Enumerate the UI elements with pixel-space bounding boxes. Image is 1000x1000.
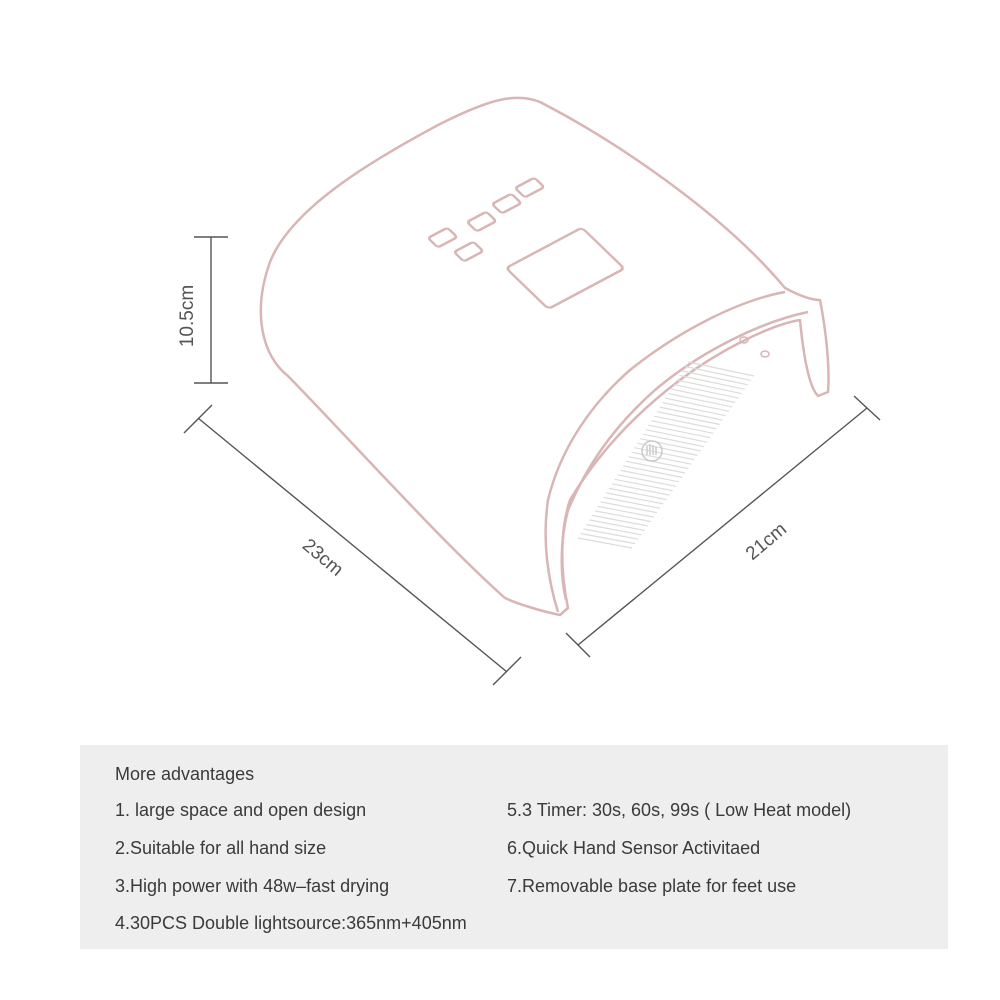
advantage-item: 2.Suitable for all hand size [115, 838, 327, 858]
base-ridge [587, 525, 642, 535]
depth-tick-end [854, 396, 880, 420]
base-ridge [612, 484, 670, 495]
advantage-item: 7.Removable base plate for feet use [507, 876, 797, 896]
base-ridge [606, 493, 663, 504]
advantage-item: 4.30PCS Double lightsource:365nm+405nm [115, 913, 467, 933]
base-ridge [609, 488, 666, 499]
base-ridge [634, 448, 694, 460]
base-ridge [623, 466, 682, 478]
base-ridge [654, 416, 716, 429]
width-tick-start [184, 405, 212, 433]
base-ridge [578, 538, 632, 548]
base-ridge [626, 461, 685, 473]
depth-label: 21cm [741, 518, 792, 565]
advantages-panel [80, 745, 948, 949]
width-tick-end [493, 657, 521, 685]
base-ridge [615, 479, 673, 490]
base-ridge [640, 439, 701, 451]
base-ridge [646, 430, 707, 443]
base-ridge [589, 520, 644, 531]
base-ridge [637, 443, 698, 455]
lamp-outline [261, 98, 829, 615]
base-ridge [595, 511, 651, 522]
advantages-title: More advantages [115, 764, 255, 784]
advantage-item: 3.High power with 48w–fast drying [115, 876, 390, 896]
led-dot [761, 351, 769, 357]
depth-tick-start [566, 633, 590, 657]
base-ridge [649, 425, 711, 438]
base-ridge [620, 470, 679, 482]
base-ridge [581, 534, 635, 544]
base-ridge [584, 529, 639, 539]
base-ridge [592, 515, 648, 526]
advantage-item: 5.3 Timer: 30s, 60s, 99s ( Low Heat model) [507, 800, 852, 820]
base-ridge [598, 506, 654, 517]
width-label: 23cm [297, 534, 348, 581]
advantage-item: 1. large space and open design [115, 800, 367, 820]
base-ridge [618, 475, 676, 487]
base-ridge [601, 502, 657, 513]
base-ridge [603, 497, 660, 508]
advantage-item: 6.Quick Hand Sensor Activitaed [507, 838, 761, 858]
base-ridge [651, 421, 713, 434]
height-label: 10.5cm [177, 284, 198, 348]
